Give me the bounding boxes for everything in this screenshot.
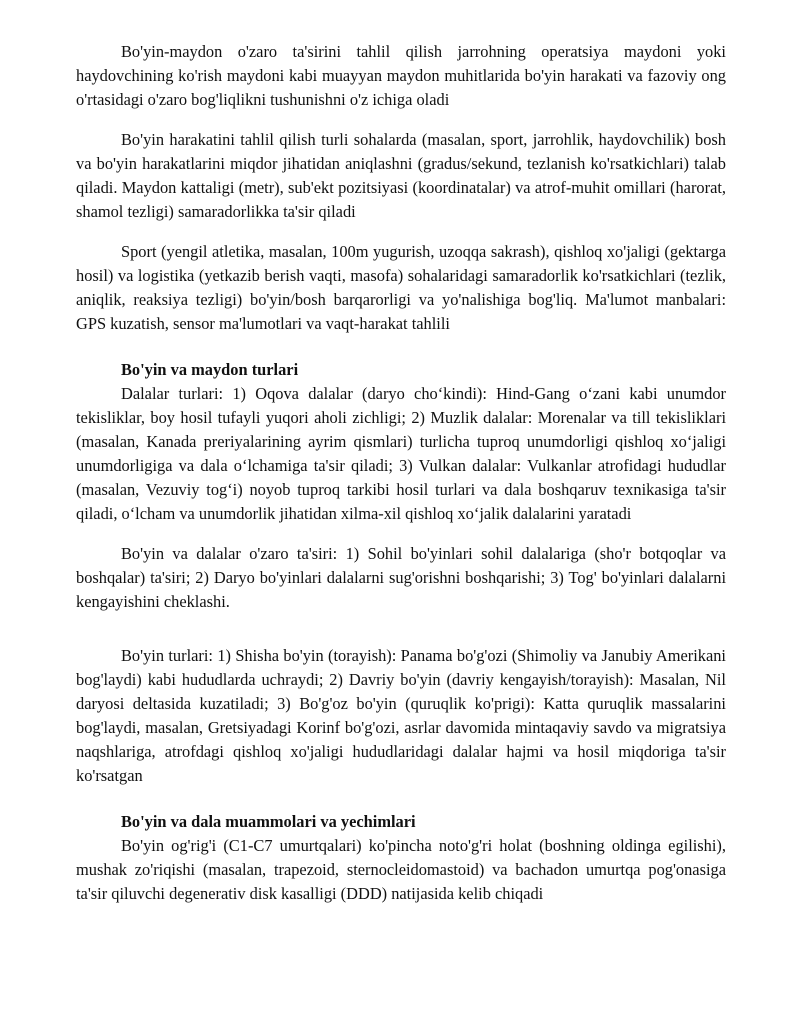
paragraph-neck-types: Bo'yin turlari: 1) Shisha bo'yin (torayish): Panama bo'g'ozi (Shimoliy va Janubiy Amerikani bog'laydi) kabi hududlarda uchraydi; 2) Davriy bo'yin (davriy kengayish/torayish): Masalan, Nil daryosi deltasida kuzatiladi; 3) Bo'g'oz bo'yin (quruqlik ko'prigi): Katta quruqlik massalarini bog'laydi, masalan, Gretsiyadagi Korinf bo'g'ozi, asrlar davomida mintaqaviy savdo va migratsiya naqshlariga, atrofdagi qishloq xo'jaligi hududlaridagi dalalar hajmi va hosil miqdoriga ta'sir ko'rsatgan [76, 646, 726, 785]
paragraph-field-types: Dalalar turlari: 1) Oqova dalalar (daryo cho‘kindi): Hind-Gang o‘zani kabi unumdor tekisliklar, boy hosil tufayli yuqori aholi zichligi; 2) Muzlik dalalar: Morenalar va till tekisliklari (masalan, Kanada preriyalarining ayrim qismlari) turlicha tuproq unumdorligi qishloq xo‘jaligi unumdorligiga va dala o‘lchamiga ta'sir qiladi; 3) Vulkan dalalar: Vulkanlar atrofidagi hududlar (masalan, Vezuviy tog‘i) noyob tuproq tarkibi hosil turlari va dala boshqaruv texnikasiga ta'sir qiladi, o‘lcham va unumdorlik jihatidan xilma-xil qishloq xo‘jalik dalalarini yaratadi [76, 384, 726, 523]
paragraph-performance-metrics: Sport (yengil atletika, masalan, 100m yugurish, uzoqqa sakrash), qishloq xo'jaligi (gektarga hosil) va logistika (yetkazib berish vaqti, masofa) sohalaridagi samaradorlik ko'rsatkichlari (tezlik, aniqlik, reaksiya tezligi) bo'yin/bosh barqarorligi va yo'nalishiga bog'liq. Ma'lumot manbalari: GPS kuzatish, sensor ma'lumotlari va vaqt-harakat tahlili [76, 242, 726, 333]
document-page [76, 40, 726, 906]
paragraph-neck-pain: Bo'yin og'rig'i (C1-C7 umurtqalari) ko'pincha noto'g'ri holat (boshning oldinga egilishi), mushak zo'riqishi (masalan, trapezoid, sternocleidomastoid) va bachadon umurtqa pog'onasiga ta'sir qiluvchi degenerativ disk kasalligi (DDD) natijasida kelib chiqadi [76, 836, 726, 903]
paragraph-neck-field-relations: Bo'yin va dalalar o'zaro ta'siri: 1) Sohil bo'yinlari sohil dalalariga (sho'r botqoqlar va boshqalar) ta'siri; 2) Daryo bo'yinlari dalalarni sug'orishni boshqarishi; 3) Tog' bo'yinlari dalalarni kengayishini cheklashi. [76, 544, 726, 611]
section-heading-types: Bo'yin va maydon turlari [121, 360, 299, 379]
paragraph-neck-motion-analysis: Bo'yin harakatini tahlil qilish turli sohalarda (masalan, sport, jarrohlik, haydovchilik) bosh va bo'yin harakatlarini miqdor jihatidan aniqlashni (gradus/sekund, tezlanish ko'rsatkichlari) talab qiladi. Maydon kattaligi (metr), sub'ekt pozitsiyasi (koordinatalar) va atrof-muhit omillari (harorat, shamol tezligi) samaradorlikka ta'sir qiladi [76, 130, 726, 221]
paragraph-neck-field-interaction: Bo'yin-maydon o'zaro ta'sirini tahlil qilish jarrohning operatsiya maydoni yoki haydovchining ko'rish maydoni kabi muayyan maydon muhitlarida bo'yin harakati va fazoviy ong o'rtasidagi o'zaro bog'liqlikni tushunishni o'z ichiga oladi [76, 42, 726, 109]
section-heading-problems: Bo'yin va dala muammolari va yechimlari [121, 812, 416, 831]
